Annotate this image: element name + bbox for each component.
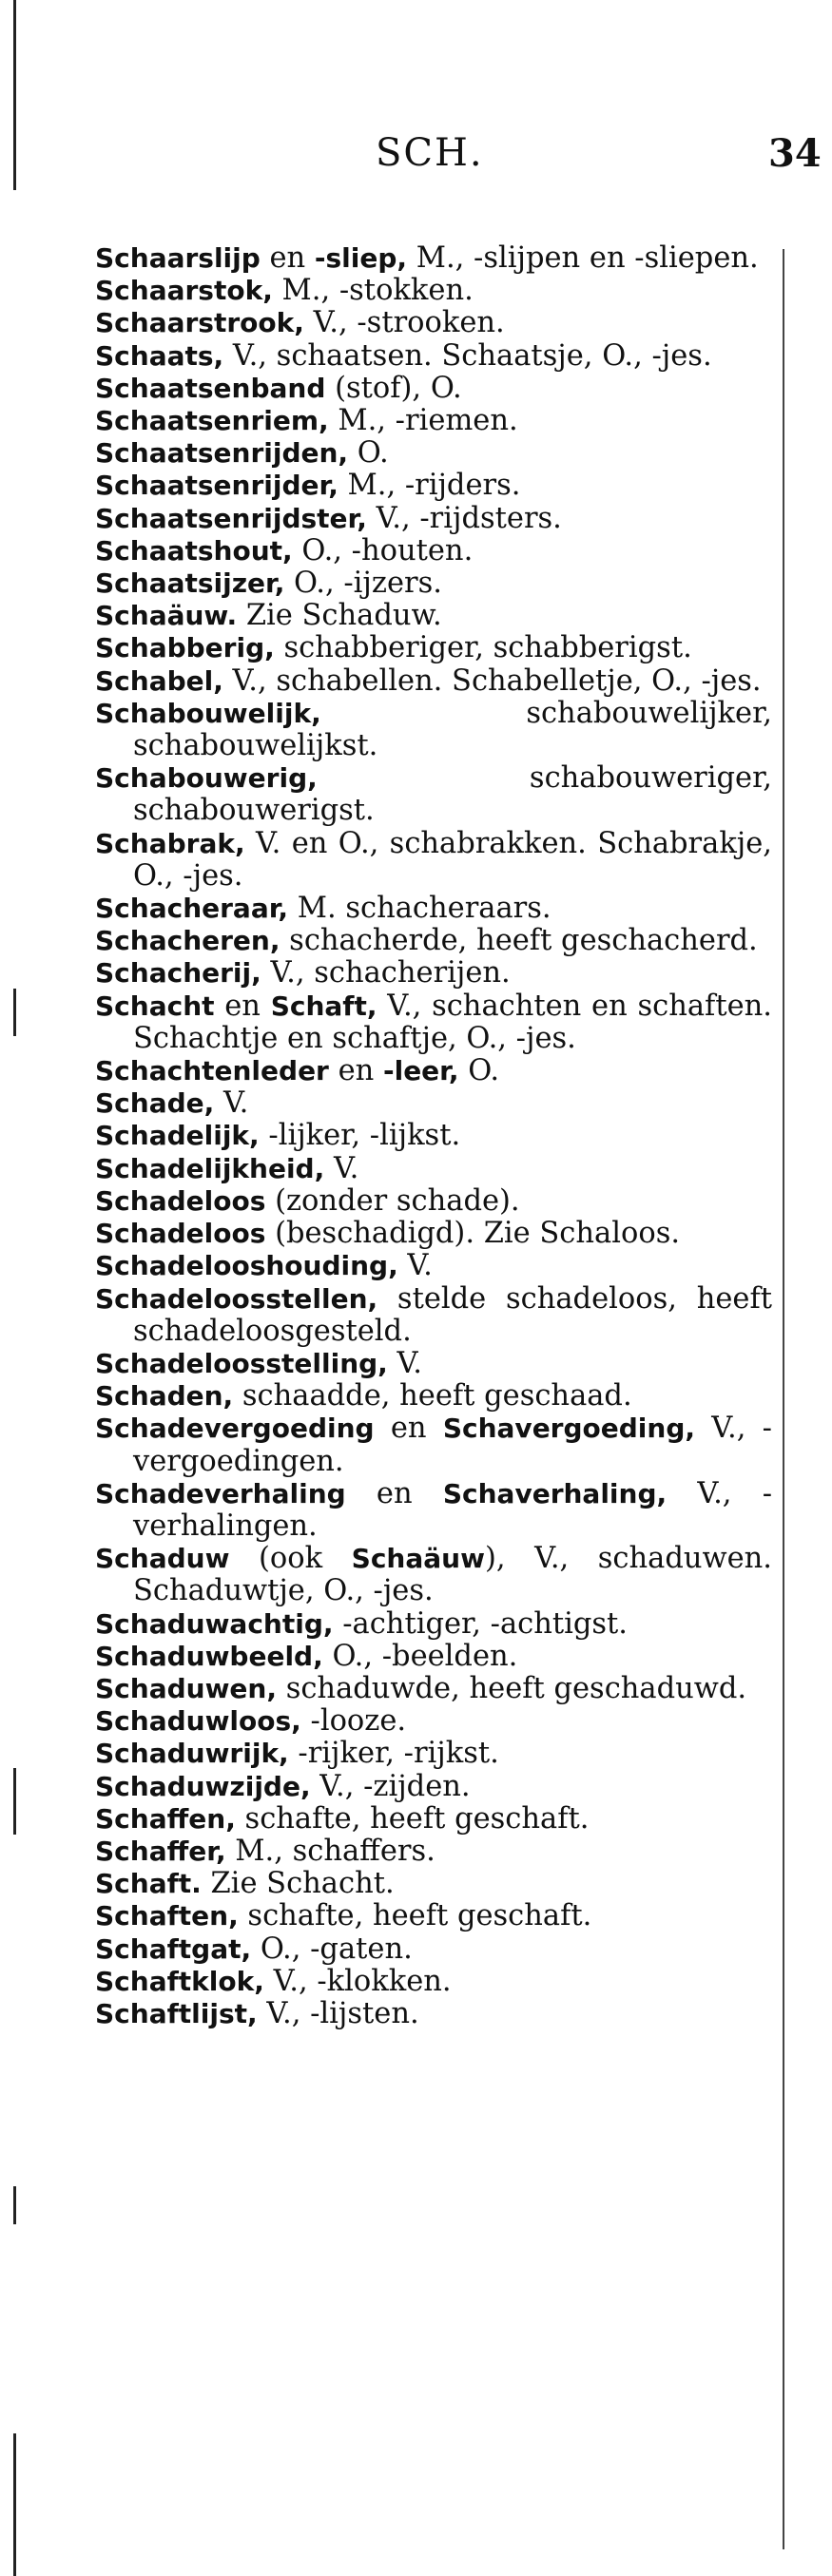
entry-headword: Schaftlijst, — [95, 1997, 258, 2029]
entry-text: O., -ijzers. — [284, 567, 442, 601]
entry-headword: Schaverhaling, — [442, 1477, 668, 1509]
entry-text: (stof), O. — [325, 371, 462, 405]
dictionary-entry — [95, 275, 772, 307]
entry-text: V., -klokken. — [263, 1964, 452, 1998]
entry-headword: Schaarstok, — [95, 275, 273, 307]
entry-text: O. — [458, 1054, 500, 1088]
entry-text: ), V., schaduwen. Schaduwtje, O., -jes. — [133, 1542, 772, 1608]
dictionary-entry — [95, 1771, 772, 1803]
dictionary-entry — [95, 957, 772, 990]
entry-text: V. — [387, 1346, 422, 1380]
entry-text: schaduwde, heeft geschaduwd. — [277, 1671, 747, 1705]
dictionary-entry — [95, 1185, 772, 1218]
dictionary-entry — [95, 600, 772, 632]
dictionary-entry — [95, 1673, 772, 1705]
entry-headword: -sliep, — [314, 242, 408, 274]
left-margin-rule — [13, 1768, 16, 1835]
entry-headword: Schaduwloos, — [95, 1705, 301, 1738]
entry-text: en — [260, 241, 315, 275]
left-margin-rule — [13, 2186, 16, 2224]
entry-text: Zie Schacht. — [201, 1867, 395, 1901]
entry-headword: Schaatsenrijdster, — [95, 502, 367, 534]
dictionary-entry — [95, 535, 772, 567]
running-head: SCH. — [376, 131, 484, 175]
entry-text: M., -rijders. — [338, 469, 521, 503]
entry-headword: Schaatshout, — [95, 534, 293, 567]
entry-text: O. — [348, 436, 389, 471]
entry-text: V. — [214, 1086, 249, 1121]
entry-headword: Schabrak, — [95, 827, 245, 859]
dictionary-entry — [95, 1641, 772, 1673]
dictionary-entry — [95, 1120, 772, 1152]
dictionary-entry — [95, 1348, 772, 1380]
dictionary-entry — [95, 1738, 772, 1770]
dictionary-entry — [95, 1803, 772, 1836]
entry-headword: Schadeverhaling — [95, 1477, 346, 1509]
dictionary-entry — [95, 762, 772, 827]
dictionary-entry — [95, 242, 772, 275]
entry-text: schafte, heeft geschaft. — [238, 1899, 592, 1933]
entry-headword: Schaftgat, — [95, 1932, 252, 1965]
entry-text: en — [345, 1476, 443, 1510]
dictionary-entry — [95, 1705, 772, 1738]
dictionary-entry — [95, 1250, 772, 1282]
left-margin-rule — [13, 2433, 16, 2576]
entry-headword: Schaatsenband — [95, 372, 326, 404]
entry-text: O., -houten. — [292, 533, 474, 567]
entry-headword: Schadelijk, — [95, 1120, 260, 1152]
dictionary-entry — [95, 1478, 772, 1543]
entry-headword: Schaden, — [95, 1380, 234, 1413]
entry-headword: Schaarstrook, — [95, 307, 304, 339]
entry-list — [95, 242, 772, 2030]
entry-headword: Schacherij, — [95, 957, 261, 990]
entry-headword: Schaatsenrijden, — [95, 437, 349, 470]
right-margin-rule — [783, 249, 784, 2549]
entry-headword: Schabouwerig, — [95, 762, 318, 795]
entry-text: (beschadigd). Zie Schaloos. — [265, 1217, 681, 1251]
dictionary-entry — [95, 1966, 772, 1998]
dictionary-entry — [95, 1153, 772, 1185]
entry-headword: Schadeloos — [95, 1184, 266, 1217]
dictionary-entry — [95, 567, 772, 600]
entry-text: schabouweriger, schabouwerigst. — [133, 761, 772, 828]
entry-text: V., -rijdsters. — [366, 501, 562, 535]
entry-headword: Schabel, — [95, 664, 223, 697]
entry-text: (zonder schade). — [265, 1183, 520, 1218]
dictionary-entry — [95, 307, 772, 339]
entry-headword: Schaduw — [95, 1543, 230, 1575]
entry-text: en — [328, 1054, 383, 1088]
entry-text: V., -vergoedingen. — [133, 1412, 772, 1478]
entry-text: O., -gaten. — [251, 1932, 413, 1966]
dictionary-entry — [95, 373, 772, 405]
dictionary-entry — [95, 503, 772, 535]
dictionary-entry — [95, 1413, 772, 1477]
dictionary-entry — [95, 828, 772, 893]
entry-headword: Schaft. — [95, 1868, 202, 1900]
entry-text: V. — [397, 1249, 433, 1283]
entry-headword: Schaatsijzer, — [95, 567, 285, 600]
entry-headword: Schavergoeding, — [442, 1413, 696, 1445]
entry-text: V., -strooken. — [303, 306, 505, 340]
entry-headword: Schaarslijp — [95, 242, 261, 274]
entry-text: schabberiger, schabberigst. — [274, 631, 692, 665]
dictionary-entry — [95, 925, 772, 957]
dictionary-entry — [95, 470, 772, 502]
entry-headword: Schachtenleder — [95, 1055, 329, 1087]
dictionary-entry — [95, 665, 772, 698]
dictionary-entry — [95, 1608, 772, 1641]
entry-headword: Schaats, — [95, 339, 224, 372]
entry-headword: Schaft, — [270, 990, 377, 1022]
entry-headword: Schadeloosstellen, — [95, 1282, 378, 1315]
dictionary-entry — [95, 1998, 772, 2030]
entry-headword: Schacheren, — [95, 925, 281, 957]
entry-headword: Schadeloos — [95, 1218, 266, 1250]
entry-text: M. schacheraars. — [288, 892, 551, 926]
dictionary-entry — [95, 990, 772, 1055]
dictionary-entry — [95, 1868, 772, 1900]
dictionary-entry — [95, 1836, 772, 1868]
dictionary-entry — [95, 698, 772, 762]
page-header — [0, 131, 832, 188]
entry-headword: Schaatsenriem, — [95, 405, 329, 437]
entry-headword: Schabberig, — [95, 632, 275, 664]
entry-text: V., -zijden. — [310, 1769, 471, 1803]
dictionary-entry — [95, 1055, 772, 1087]
entry-headword: Schaduwbeeld, — [95, 1640, 323, 1672]
entry-headword: Schabouwelijk, — [95, 697, 321, 729]
entry-text: V. — [324, 1151, 359, 1185]
entry-headword: Schaffen, — [95, 1802, 236, 1835]
entry-headword: Schadelijkheid, — [95, 1152, 325, 1184]
page-number: 34 — [768, 131, 822, 176]
entry-text: -lijker, -lijkst. — [259, 1119, 461, 1153]
entry-headword: Schaftklok, — [95, 1965, 264, 1997]
entry-text: M., -riemen. — [328, 404, 518, 438]
entry-headword: Schacht — [95, 990, 215, 1022]
entry-headword: Schaften, — [95, 1900, 239, 1932]
entry-headword: Schacheraar, — [95, 893, 289, 925]
dictionary-entry — [95, 437, 772, 470]
entry-text: -achtiger, -achtigst. — [333, 1606, 628, 1641]
entry-headword: Schaffer, — [95, 1835, 226, 1867]
entry-text: M., -stokken. — [272, 274, 474, 308]
entry-text: V., schachten en schaften. Schachtje en schaftje, O., -jes. — [133, 989, 772, 1055]
entry-text: schafte, heeft geschaft. — [235, 1801, 590, 1836]
dictionary-entry — [95, 1543, 772, 1607]
dictionary-entry — [95, 405, 772, 437]
entry-text: V., schaatsen. Schaatsje, O., -jes. — [223, 338, 712, 373]
entry-headword: Schadevergoeding — [95, 1413, 375, 1445]
entry-text: M., -slijpen en -sliepen. — [407, 241, 759, 275]
entry-text: en — [214, 989, 271, 1023]
entry-text: en — [374, 1412, 443, 1446]
entry-text: stelde schadeloos, heeft schadeloosgesteld. — [133, 1281, 772, 1348]
entry-headword: Schaäuw — [351, 1543, 485, 1575]
entry-headword: Schaäuw. — [95, 600, 238, 632]
entry-text: -looze. — [300, 1704, 407, 1739]
entry-headword: Schadelooshouding, — [95, 1250, 398, 1282]
entry-text: schaadde, heeft geschaad. — [233, 1379, 632, 1413]
dictionary-entry — [95, 340, 772, 373]
entry-text: schabouwelijker, schabouwelijkst. — [133, 696, 772, 763]
entry-headword: Schaatsenrijder, — [95, 470, 339, 502]
entry-headword: Schade, — [95, 1087, 215, 1120]
dictionary-entry — [95, 1933, 772, 1966]
entry-text: V., schabellen. Schabelletje, O., -jes. — [223, 663, 762, 698]
dictionary-entry — [95, 1900, 772, 1932]
dictionary-entry — [95, 1087, 772, 1120]
entry-text: V., -lijsten. — [257, 1996, 419, 2030]
entry-text: schacherde, heeft geschacherd. — [280, 924, 758, 958]
entry-text: Zie Schaduw. — [237, 599, 442, 633]
entry-headword: Schaduwen, — [95, 1672, 277, 1704]
entry-text: O., -beelden. — [322, 1639, 518, 1673]
entry-text: V., -verhalingen. — [133, 1476, 772, 1543]
entry-text: (ook — [229, 1542, 352, 1576]
entry-headword: -leer, — [382, 1055, 459, 1087]
dictionary-entry — [95, 1218, 772, 1250]
entry-headword: Schadeloosstelling, — [95, 1347, 388, 1379]
entry-text: V. en O., schabrakken. Schabrakje, O., -jes. — [133, 826, 772, 893]
entry-text: V., schacherijen. — [261, 956, 511, 990]
entry-headword: Schaduwzijde, — [95, 1770, 311, 1802]
dictionary-entry — [95, 1380, 772, 1413]
dictionary-entry — [95, 632, 772, 664]
entry-text: -rijker, -rijkst. — [288, 1737, 499, 1771]
dictionary-entry — [95, 893, 772, 925]
left-margin-rule — [13, 989, 16, 1036]
dictionary-entry — [95, 1283, 772, 1348]
entry-headword: Schaduwachtig, — [95, 1607, 334, 1640]
entry-text: M., schaffers. — [225, 1834, 435, 1868]
entry-headword: Schaduwrijk, — [95, 1738, 289, 1770]
